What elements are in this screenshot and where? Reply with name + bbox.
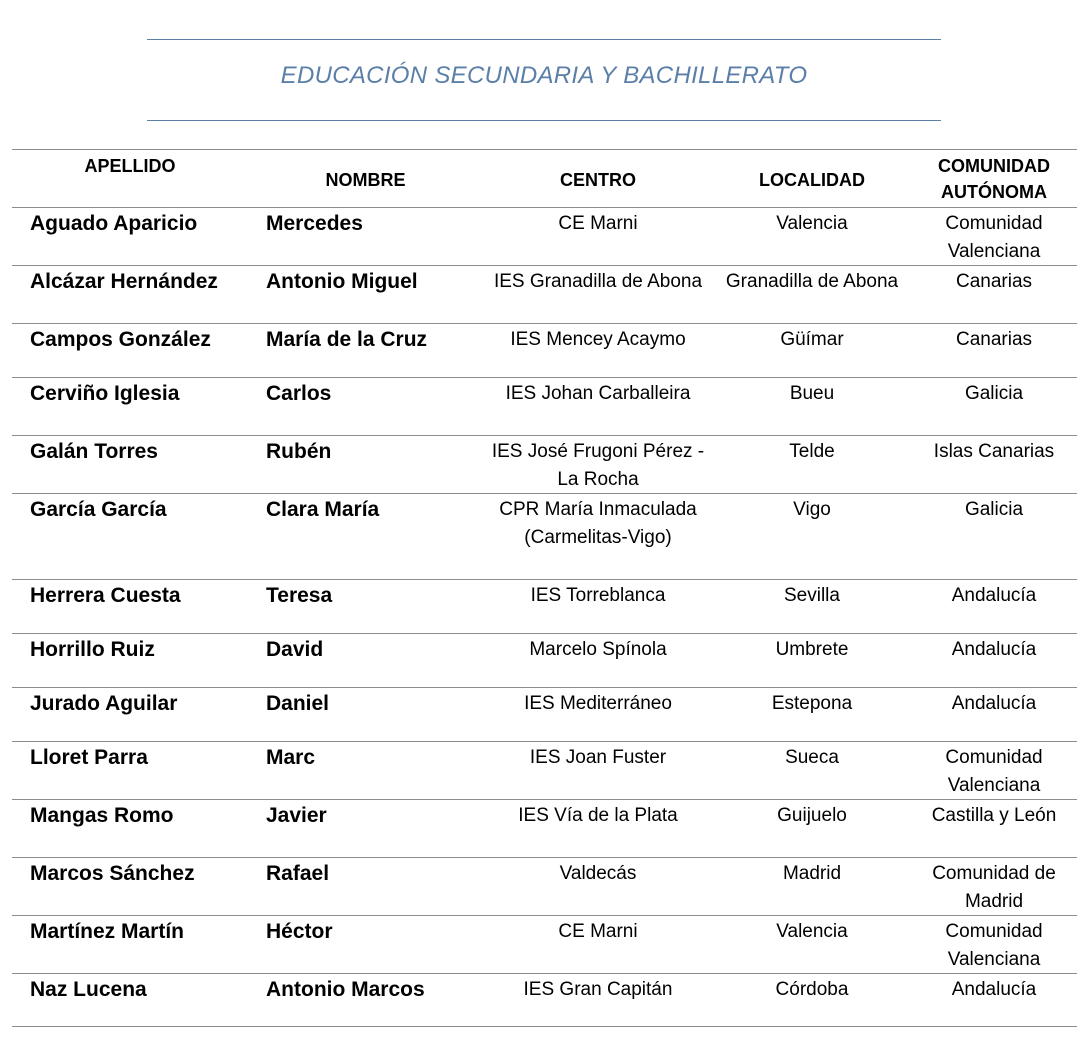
cell-apellido: Aguado Aparicio	[30, 212, 198, 235]
table-row	[12, 687, 1077, 741]
cell-apellido: Naz Lucena	[30, 978, 147, 1001]
table-row	[12, 377, 1077, 435]
cell-apellido: Campos González	[30, 328, 211, 351]
cell-comunidad: Castilla y León	[931, 805, 1057, 826]
cell-localidad: Granadilla de Abona	[725, 271, 899, 292]
cell-nombre: Héctor	[266, 920, 333, 943]
cell-localidad: Estepona	[771, 693, 853, 714]
cell-centro: IES Joan Fuster	[529, 747, 667, 768]
table-body	[12, 207, 1077, 1027]
cell-apellido: Galán Torres	[30, 440, 158, 463]
table-row	[12, 435, 1077, 493]
header-centro: CENTRO	[560, 170, 636, 190]
cell-apellido: Herrera Cuesta	[30, 584, 181, 607]
cell-apellido: Jurado Aguilar	[30, 692, 178, 715]
cell-centro: CPR María Inmaculada (Carmelitas-Vigo)	[499, 499, 697, 548]
cell-comunidad: Galicia	[964, 383, 1024, 404]
participants-table	[12, 149, 1077, 1027]
table-row	[12, 857, 1077, 915]
header-nombre: NOMBRE	[325, 170, 406, 190]
cell-comunidad: Comunidad Valenciana	[945, 921, 1043, 970]
title-bottom-rule	[147, 120, 941, 121]
cell-centro: IES Vía de la Plata	[518, 805, 678, 826]
cell-comunidad: Andalucía	[951, 693, 1037, 714]
cell-nombre: Rubén	[266, 440, 332, 463]
cell-nombre: Mercedes	[266, 212, 363, 235]
table-row	[12, 323, 1077, 377]
section-title: EDUCACIÓN SECUNDARIA Y BACHILLERATO	[280, 62, 808, 89]
cell-centro: CE Marni	[558, 921, 638, 942]
cell-nombre: Javier	[266, 804, 327, 827]
cell-comunidad: Comunidad Valenciana	[945, 747, 1043, 796]
table-row	[12, 741, 1077, 799]
header-comunidad-line2: AUTÓNOMA	[941, 182, 1047, 202]
cell-centro: Valdecás	[559, 863, 637, 884]
cell-centro: IES Mediterráneo	[524, 693, 672, 714]
cell-centro: IES José Frugoni Pérez - La Rocha	[491, 441, 705, 490]
cell-apellido: Martínez Martín	[30, 920, 185, 943]
table-row	[12, 579, 1077, 633]
cell-localidad: Valencia	[776, 213, 848, 234]
cell-centro: Marcelo Spínola	[529, 639, 667, 660]
cell-centro: IES Torreblanca	[530, 585, 666, 606]
cell-centro: IES Mencey Acaymo	[510, 329, 686, 350]
cell-nombre: María de la Cruz	[266, 328, 428, 351]
cell-centro: IES Granadilla de Abona	[493, 271, 703, 292]
cell-comunidad: Comunidad de Madrid	[932, 863, 1056, 912]
table-header	[12, 149, 1077, 207]
table-row	[12, 799, 1077, 857]
cell-comunidad: Andalucía	[951, 639, 1037, 660]
cell-apellido: Alcázar Hernández	[30, 270, 218, 293]
table-row	[12, 265, 1077, 323]
header-comunidad	[911, 150, 1077, 207]
cell-apellido: Lloret Parra	[30, 746, 148, 769]
cell-localidad: Güímar	[780, 329, 844, 350]
cell-comunidad: Andalucía	[951, 979, 1037, 1000]
cell-comunidad: Galicia	[964, 499, 1024, 520]
cell-centro: IES Gran Capitán	[523, 979, 673, 1000]
table-row	[12, 633, 1077, 687]
cell-apellido: García García	[30, 498, 167, 521]
cell-nombre: Antonio Miguel	[266, 270, 418, 293]
cell-nombre: Daniel	[266, 692, 330, 715]
cell-comunidad: Islas Canarias	[933, 441, 1055, 462]
cell-centro: CE Marni	[558, 213, 638, 234]
cell-nombre: Antonio Marcos	[266, 978, 425, 1001]
cell-centro: IES Johan Carballeira	[505, 383, 691, 404]
cell-comunidad: Comunidad Valenciana	[945, 213, 1043, 262]
cell-nombre: Teresa	[266, 584, 333, 607]
cell-comunidad: Andalucía	[951, 585, 1037, 606]
cell-apellido: Cerviño Iglesia	[30, 382, 180, 405]
cell-localidad: Umbrete	[775, 639, 849, 660]
cell-nombre: Marc	[266, 746, 316, 769]
cell-localidad: Guijuelo	[777, 805, 847, 826]
cell-apellido: Marcos Sánchez	[30, 862, 195, 885]
cell-nombre: Carlos	[266, 382, 332, 405]
table-row	[12, 915, 1077, 973]
cell-localidad: Madrid	[782, 863, 842, 884]
cell-localidad: Sueca	[785, 747, 839, 768]
header-comunidad-line1: COMUNIDAD	[938, 156, 1050, 176]
header-localidad: LOCALIDAD	[759, 170, 865, 190]
cell-apellido: Horrillo Ruiz	[30, 638, 155, 661]
cell-localidad: Telde	[789, 441, 835, 462]
cell-localidad: Córdoba	[775, 979, 849, 1000]
cell-localidad: Sevilla	[784, 585, 840, 606]
cell-nombre: David	[266, 638, 324, 661]
title-top-rule	[147, 39, 941, 40]
cell-comunidad: Canarias	[955, 271, 1033, 292]
header-apellido: APELLIDO	[84, 156, 176, 176]
cell-nombre: Rafael	[266, 862, 330, 885]
table-row	[12, 973, 1077, 1027]
cell-apellido: Mangas Romo	[30, 804, 174, 827]
table-row	[12, 207, 1077, 265]
cell-localidad: Bueu	[789, 383, 835, 404]
cell-nombre: Clara María	[266, 498, 380, 521]
cell-comunidad: Canarias	[955, 329, 1033, 350]
table-row	[12, 493, 1077, 579]
cell-localidad: Vigo	[793, 499, 831, 520]
cell-localidad: Valencia	[776, 921, 848, 942]
